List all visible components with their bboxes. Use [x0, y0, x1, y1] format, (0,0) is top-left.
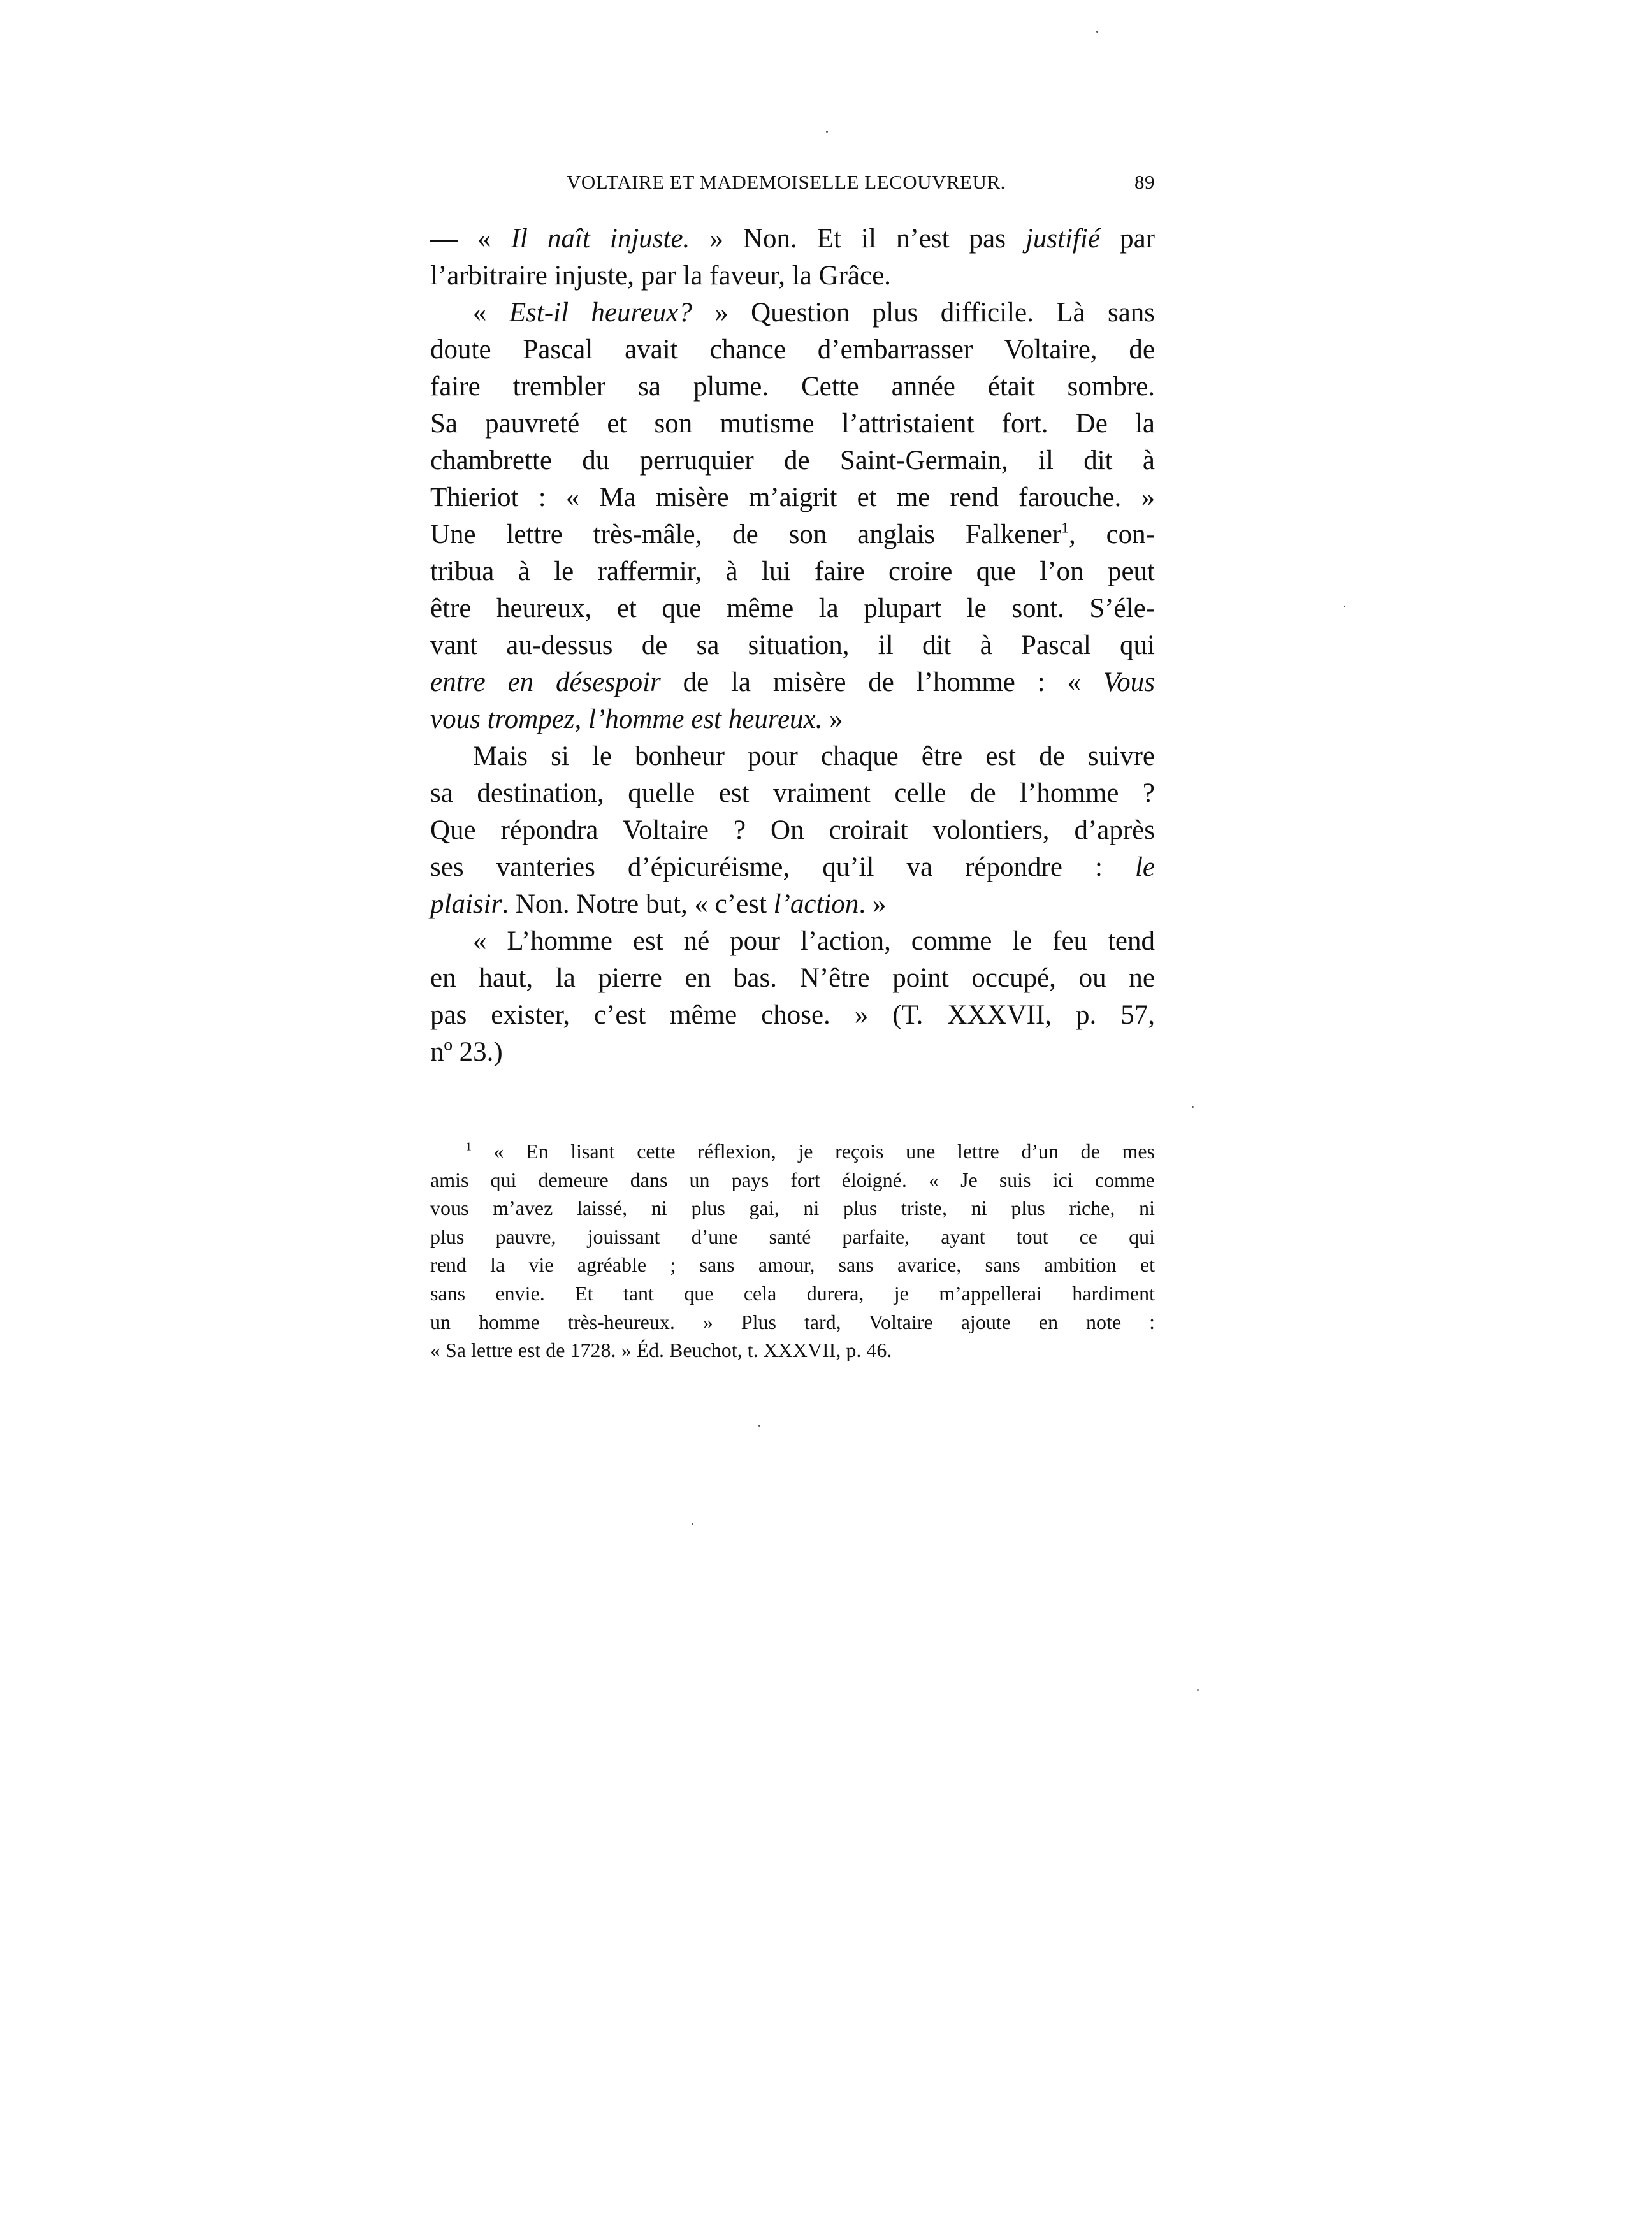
italic-text: Il naît injuste. — [511, 224, 690, 254]
body-line — [430, 738, 1155, 775]
scan-speck — [1192, 1106, 1194, 1108]
body-line — [430, 442, 1155, 479]
footnote-paragraph — [430, 1137, 1155, 1365]
text-run: sa destination, quelle est vraiment celle de l’homme ? — [430, 778, 1155, 808]
body-line — [430, 960, 1155, 997]
body-line — [430, 405, 1155, 442]
footnote-marker: 1 — [1061, 519, 1069, 537]
footnote-line — [430, 1166, 1155, 1194]
body-line — [430, 775, 1155, 812]
italic-text: Est-il heureux? — [509, 298, 692, 328]
body-paragraph — [430, 294, 1155, 738]
body-line — [430, 627, 1155, 664]
body-line — [430, 368, 1155, 405]
footnote-line — [430, 1308, 1155, 1337]
body-line — [430, 294, 1155, 331]
body-line — [430, 331, 1155, 368]
body-line — [430, 849, 1155, 886]
scan-speck — [758, 1425, 760, 1427]
scan-speck — [1197, 1689, 1199, 1691]
body-line — [430, 221, 1155, 258]
running-title: VOLTAIRE ET MADEMOISELLE LECOUVREUR. — [567, 171, 1006, 193]
text-run: Thieriot : « Ma misère m’aigrit et me rend farouche. » — [430, 483, 1155, 512]
text-run: « En lisant cette réflexion, je reçois une lettre d’un de mes — [471, 1140, 1155, 1163]
running-header — [430, 171, 1155, 203]
italic-text: entre en désespoir — [430, 667, 661, 697]
footnote-line — [430, 1194, 1155, 1223]
text-run: . Non. Notre but, « c’est — [502, 889, 774, 919]
text-run: ses vanteries d’épicuréisme, qu’il va répondre : — [430, 852, 1135, 882]
text-run: » Non. Et il n’est pas — [690, 224, 1025, 254]
italic-text: vous trompez, l’homme est heureux. — [430, 704, 823, 734]
body-line — [430, 664, 1155, 701]
scan-speck — [1096, 31, 1098, 33]
footnote-line — [430, 1336, 1155, 1365]
page-number: 89 — [1134, 171, 1155, 193]
text-run: être heureux, et que même la plupart le sont. S’éle- — [430, 593, 1155, 623]
text-run: en haut, la pierre en bas. N’être point occupé, ou ne — [430, 963, 1155, 993]
italic-text: justifié — [1025, 224, 1101, 254]
footnote-line — [430, 1223, 1155, 1251]
text-run: vant au-dessus de sa situation, il dit à Pascal qui — [430, 630, 1155, 660]
text-run: sans envie. Et tant que cela durera, je m’appellerai hardiment — [430, 1281, 1155, 1305]
italic-text: le — [1134, 852, 1155, 882]
body-text — [430, 221, 1155, 1071]
text-run: par — [1100, 224, 1156, 254]
text-run: de la misère de l’homme : « — [660, 667, 1103, 697]
text-run: rend la vie agréable ; sans amour, sans avarice, sans ambition et — [430, 1253, 1155, 1277]
text-run: vous m’avez laissé, ni plus gai, ni plus triste, ni plus riche, ni — [430, 1196, 1155, 1220]
text-run: l’arbitraire injuste, par la faveur, la Grâce. — [430, 261, 891, 291]
text-run: » Question plus difficile. Là sans — [692, 298, 1156, 328]
body-line — [430, 812, 1155, 849]
text-run: « Sa lettre est de 1728. » Éd. Beuchot, t. XXXVII, p. 46. — [430, 1339, 892, 1362]
italic-text: l’action — [773, 889, 859, 919]
text-run: faire trembler sa plume. Cette année était sombre. — [430, 372, 1155, 402]
italic-text: Vous — [1103, 667, 1155, 697]
body-line — [430, 1034, 1155, 1071]
footnote-marker: 1 — [466, 1140, 472, 1153]
body-line — [430, 886, 1155, 923]
body-line — [430, 701, 1155, 738]
text-run: tribua à le raffermir, à lui faire croire que l’on peut — [430, 556, 1155, 586]
text-run: plus pauvre, jouissant d’une santé parfaite, ayant tout ce qui — [430, 1224, 1155, 1248]
text-run: nº 23.) — [430, 1037, 503, 1067]
body-line — [430, 923, 1155, 960]
body-paragraph — [430, 738, 1155, 923]
footnote-line — [430, 1137, 1155, 1166]
body-line — [430, 516, 1155, 553]
text-run: « — [473, 298, 509, 328]
footnote-line — [430, 1279, 1155, 1308]
text-run: Mais si le bonheur pour chaque être est de suivre — [473, 741, 1155, 771]
body-line — [430, 479, 1155, 516]
footnote — [430, 1137, 1155, 1365]
scan-speck — [826, 131, 828, 133]
body-line — [430, 590, 1155, 627]
body-line — [430, 997, 1155, 1034]
italic-text: plaisir — [430, 889, 502, 919]
scan-speck — [1344, 606, 1345, 607]
text-run: amis qui demeure dans un pays fort éloigné. « Je suis ici comme — [430, 1168, 1155, 1191]
text-run: — « — [430, 224, 511, 254]
text-run: chambrette du perruquier de Saint-Germain, il dit à — [430, 446, 1155, 476]
body-line — [430, 258, 1155, 294]
text-run: pas exister, c’est même chose. » (T. XXXVII, p. 57, — [430, 1000, 1155, 1030]
text-run: » — [822, 704, 843, 734]
text-run: . » — [859, 889, 887, 919]
body-paragraph — [430, 221, 1155, 294]
text-run: un homme très-heureux. » Plus tard, Voltaire ajoute en note : — [430, 1310, 1155, 1333]
scan-speck — [692, 1523, 693, 1525]
text-run: Sa pauvreté et son mutisme l’attristaient fort. De la — [430, 409, 1155, 439]
text-run: Une lettre très-mâle, de son anglais Falkener — [430, 519, 1062, 549]
footnote-line — [430, 1251, 1155, 1279]
text-run: « L’homme est né pour l’action, comme le feu tend — [473, 926, 1155, 956]
text-run: doute Pascal avait chance d’embarrasser Voltaire, de — [430, 335, 1155, 365]
body-paragraph — [430, 923, 1155, 1071]
body-line — [430, 553, 1155, 590]
text-run: , con- — [1069, 519, 1155, 549]
text-run: Que répondra Voltaire ? On croirait volontiers, d’après — [430, 815, 1155, 845]
